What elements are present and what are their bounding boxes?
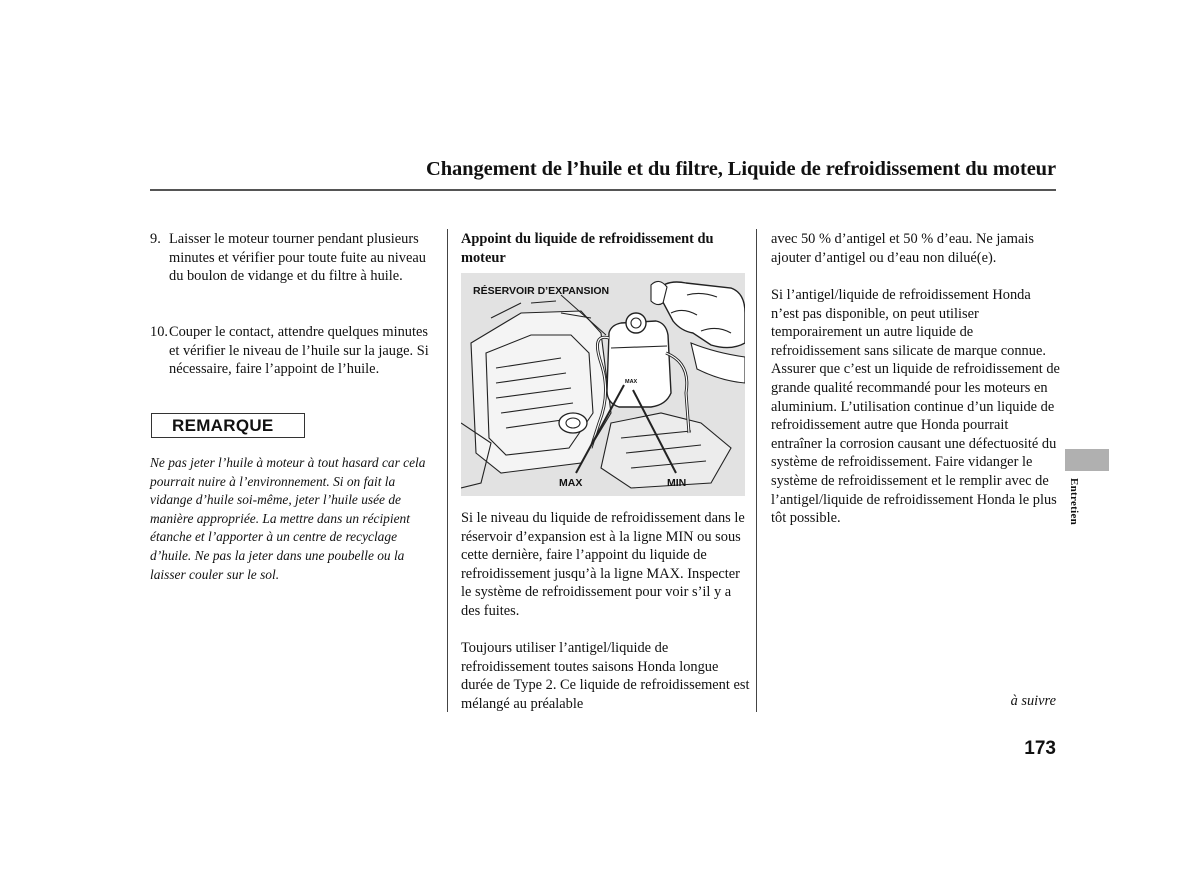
remark-label: REMARQUE bbox=[151, 413, 305, 438]
section-tab bbox=[1065, 449, 1109, 471]
coolant-paragraph-2: Toujours utiliser l’antigel/liquide de refroidissement toutes saisons Honda longue durée de Type 2. Ce liquide de refroidissement est mélangé au préalable bbox=[461, 640, 750, 712]
coolant-paragraph-1: Si le niveau du liquide de refroidissement dans le réservoir d’expansion est à la ligne MIN ou sous cette dernière, faire l’appoint du liquide de refroidissement jusqu’à la ligne MAX. Inspecter le système de refroidissement pour voir s’il y a des fuites. bbox=[461, 510, 745, 619]
page-title: Changement de l’huile et du filtre, Liquide de refroidissement du moteur bbox=[425, 158, 1056, 180]
step-number: 10. bbox=[150, 324, 168, 340]
min-label: MIN bbox=[667, 477, 687, 489]
column-divider-2 bbox=[756, 229, 757, 712]
step-9 bbox=[150, 230, 435, 286]
column-divider-1 bbox=[447, 229, 448, 712]
remark-text: Ne pas jeter l’huile à moteur à tout hasard car cela pourrait nuire à l’environnement. Si on fait la vidange d’huile soi-même, jeter l’huile usée de manière appropriée. La mettre dans un récipient étanche et l’apporter à un centre de recyclage d’huile. Ne pas la jeter dans une poubelle ou la laisser couler sur le sol. bbox=[150, 455, 426, 582]
section-tab-label: Entretien bbox=[1068, 478, 1080, 526]
engine-bay-drawing bbox=[461, 273, 745, 496]
max-mark-label: MAX bbox=[625, 379, 638, 385]
right-paragraph-1: avec 50 % d’antigel et 50 % d’eau. Ne jamais ajouter d’antigel ou d’eau non dilué(e). bbox=[771, 231, 1034, 266]
right-paragraph-2: Si l’antigel/liquide de refroidissement Honda n’est pas disponible, on peut utiliser temporairement un autre liquide de refroidissement sans silicate de marque connue. Assurer que c’est un liquide de refroidissement de grande qualité recommandé pour les moteurs en aluminium. L’utilisation continue d’un liquide de refroidissement autre que Honda pourrait entraîner la corrosion causant une défectuosité du système de refroidissement. Faire vidanger le système de refroidissement et le remplir avec de l’antigel/liquide de refroidissement Honda le plus tôt possible. bbox=[771, 287, 1060, 527]
step-number: 9. bbox=[150, 231, 161, 247]
page-number: 173 bbox=[1024, 738, 1056, 759]
section-heading: Appoint du liquide de refroidissement du moteur bbox=[461, 231, 714, 266]
max-label: MAX bbox=[559, 477, 583, 489]
step-10 bbox=[150, 323, 435, 379]
step-text: Couper le contact, attendre quelques minutes et vérifier le niveau de l’huile sur la jauge. Si nécessaire, faire l’appoint de l’huile. bbox=[169, 324, 429, 378]
coolant-reservoir-illustration bbox=[461, 273, 745, 496]
continued-label: à suivre bbox=[1010, 693, 1056, 709]
title-rule bbox=[150, 189, 1056, 191]
step-text: Laisser le moteur tourner pendant plusieurs minutes et vérifier pour toute fuite au niveau du boulon de vidange et du filtre à huile. bbox=[169, 231, 426, 285]
reservoir-label: RÉSERVOIR D’EXPANSION bbox=[473, 285, 610, 297]
